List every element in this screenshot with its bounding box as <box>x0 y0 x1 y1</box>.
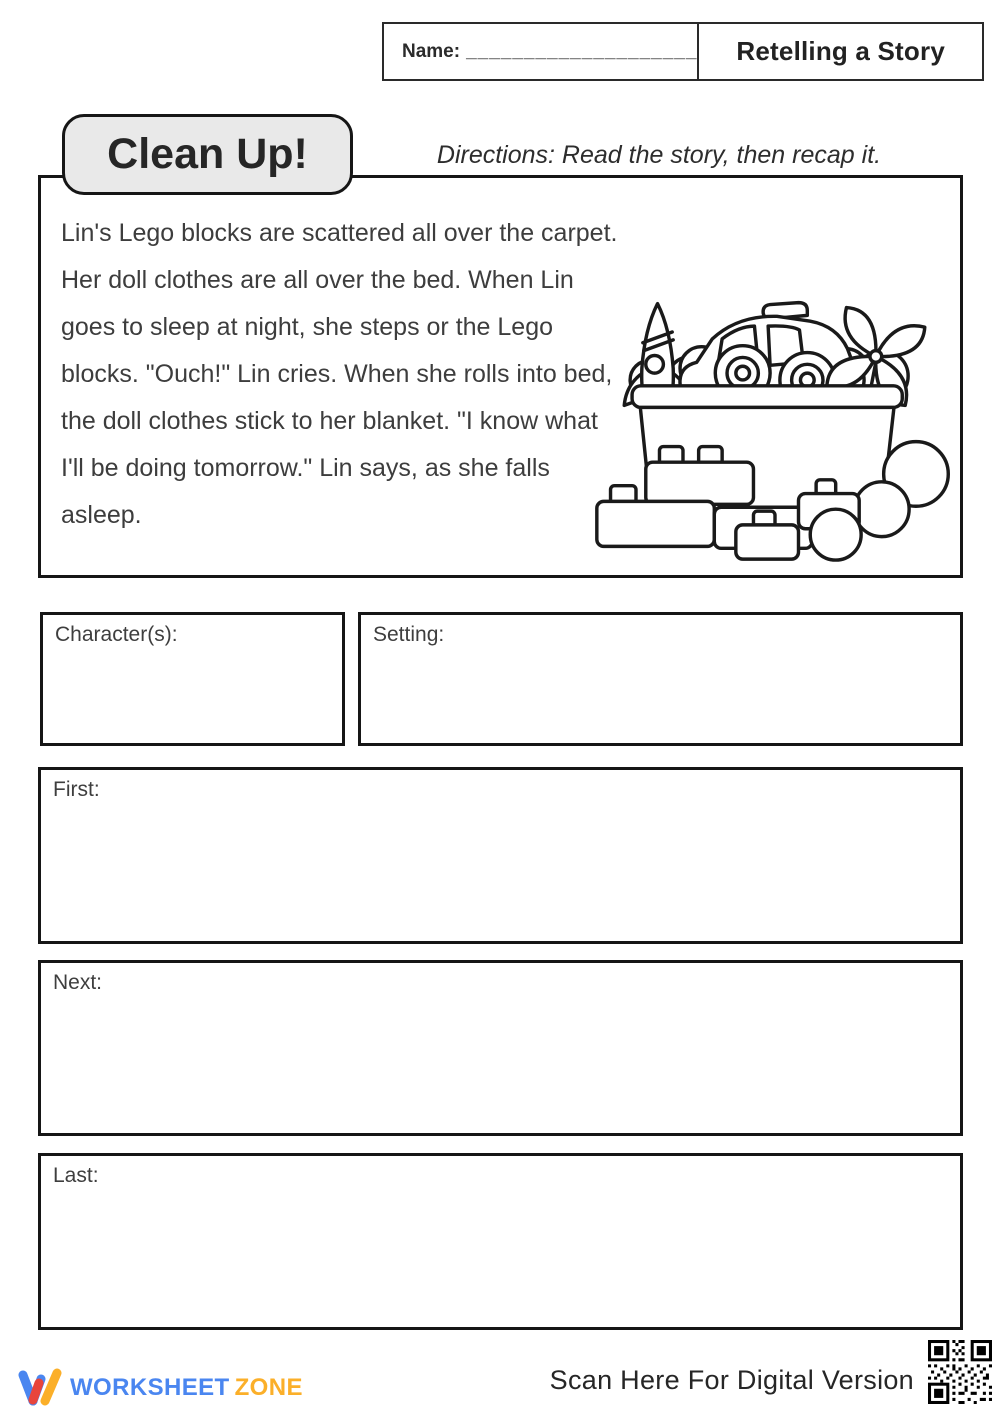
next-box <box>38 960 963 1136</box>
story-text: Lin's Lego blocks are scattered all over the carpet. Her doll clothes are all over the bed. When Lin goes to sleep at night, she steps or the Lego blocks. "Ouch!" Lin cries. When she rolls into bed, the doll clothes stick to her blanket. "I know what I'll be doing tomorrow." Lin says, as she falls asleep. <box>61 219 618 529</box>
story-title-badge: Clean Up! <box>62 114 353 195</box>
qr-code <box>928 1340 992 1404</box>
brand-text <box>70 1374 303 1402</box>
footer-scan-area <box>550 1340 992 1404</box>
setting-label: Setting: <box>373 623 445 646</box>
name-cell <box>384 24 699 79</box>
toy-box-illustration <box>589 276 961 574</box>
worksheet-zone-logo-icon <box>18 1366 62 1410</box>
brand-worksheet: WORKSHEET <box>70 1374 230 1401</box>
name-write-line[interactable]: ____________________ <box>466 40 698 62</box>
name-title-bar <box>382 22 984 81</box>
characters-write-area[interactable] <box>43 651 342 743</box>
last-label: Last: <box>53 1164 99 1187</box>
next-write-area[interactable] <box>41 999 960 1133</box>
first-label: First: <box>53 778 100 801</box>
next-label: Next: <box>53 971 103 994</box>
worksheet-title: Retelling a Story <box>736 36 945 66</box>
setting-box <box>358 612 963 746</box>
directions-text: Directions: Read the story, then recap it. <box>436 141 882 169</box>
story-box <box>38 175 963 578</box>
last-box <box>38 1153 963 1330</box>
worksheet-zone-logo <box>18 1366 303 1410</box>
characters-box <box>40 612 345 746</box>
brand-zone: ZONE <box>234 1374 303 1401</box>
scan-here-text: Scan Here For Digital Version <box>549 1365 914 1395</box>
characters-label: Character(s): <box>55 623 178 646</box>
name-label: Name: <box>402 40 461 62</box>
first-box <box>38 767 963 944</box>
last-write-area[interactable] <box>41 1192 960 1327</box>
setting-write-area[interactable] <box>361 651 960 743</box>
first-write-area[interactable] <box>41 806 960 941</box>
